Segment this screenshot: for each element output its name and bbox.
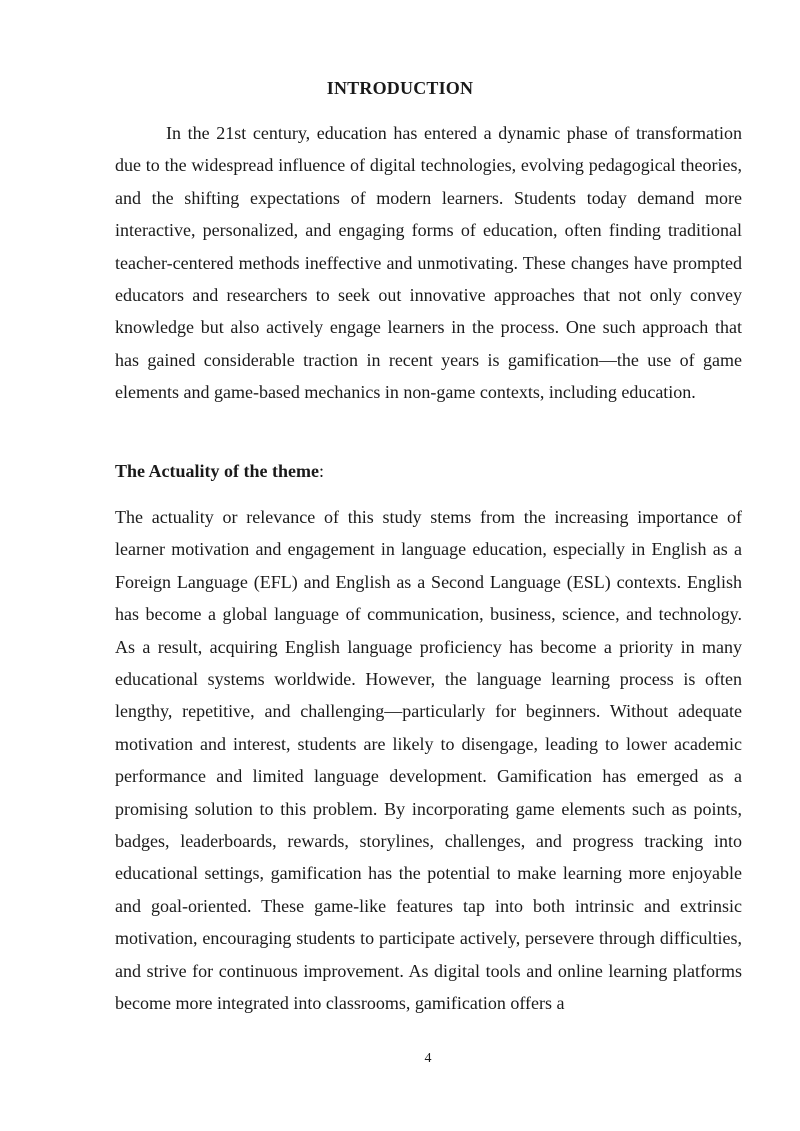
section-heading: INTRODUCTION	[326, 78, 474, 98]
intro-paragraph: In the 21st century, education has entered a dynamic phase of transformation due to the widespread influence of digital technologies, evolving pedagogical theories, and the shifting expectations of modern learners. Students today demand more interactive, personalized, and engaging forms of education, often finding traditional teacher-centered methods ineffective and unmotivating. These changes have prompted educators and researchers to seek out innovative approaches that not only convey knowledge but also actively engage learners in the process. One such approach that has gained considerable traction in recent years is gamification—the use of game elements and game-based mechanics in non-game contexts, including education.	[115, 123, 742, 403]
subheading	[115, 459, 324, 483]
subheading-colon: :	[318, 461, 324, 481]
subheading-title: The Actuality of the theme	[115, 461, 319, 481]
actuality-paragraph: The actuality or relevance of this study stems from the increasing importance of learner motivation and engagement in language education, especially in English as a Foreign Language (EFL) and English as a Second Language (ESL) contexts. English has become a global language of communication, business, science, and technology. As a result, acquiring English language proficiency has become a priority in many educational systems worldwide. However, the language learning process is often lengthy, repetitive, and challenging—particularly for beginners. Without adequate motivation and interest, students are likely to disengage, leading to lower academic performance and limited language development. Gamification has emerged as a promising solution to this problem. By incorporating game elements such as points, badges, leaderboards, rewards, storylines, challenges, and progress tracking into educational settings, gamification has the potential to make learning more enjoyable and goal-oriented. These game-like features tap into both intrinsic and extrinsic motivation, encouraging students to participate actively, persevere through difficulties, and strive for continuous improvement. As digital tools and online learning platforms become more integrated into classrooms, gamification offers a	[115, 507, 742, 1014]
page-number: 4	[424, 1051, 432, 1066]
